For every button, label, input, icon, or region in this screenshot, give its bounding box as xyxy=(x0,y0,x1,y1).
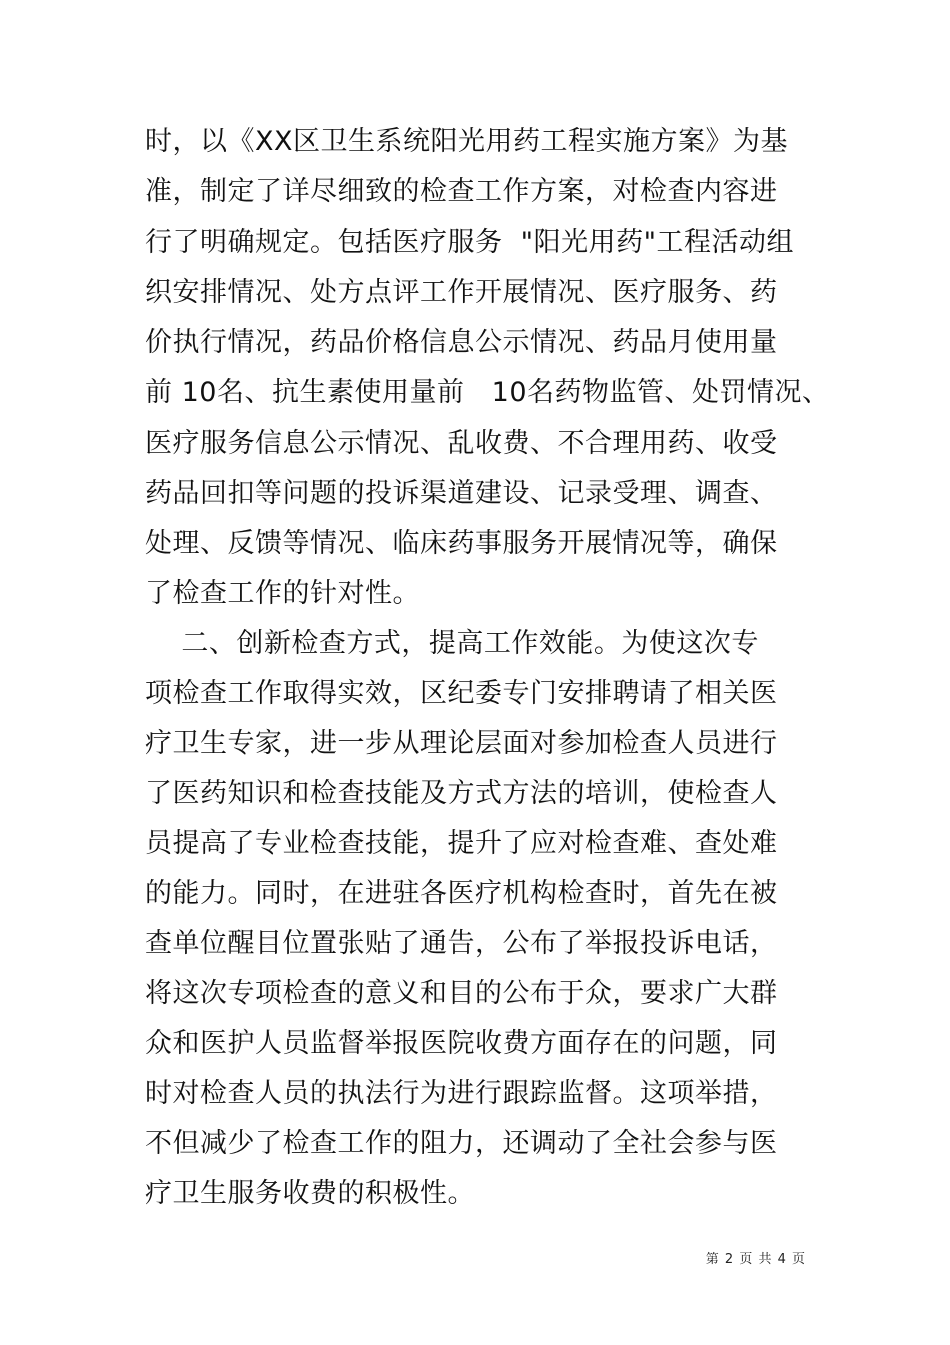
body-text-line: 价执行情况，药品价格信息公示情况、药品月使用量 xyxy=(145,327,778,358)
body-text-line: 疗卫生服务收费的积极性。 xyxy=(145,1178,475,1209)
body-text-line: 不但减少了检查工作的阻力，还调动了全社会参与医 xyxy=(145,1128,778,1159)
body-text-line: 行了明确规定。包括医疗服务 "阳光用药"工程活动组 xyxy=(145,227,795,258)
body-text-line: 的能力。同时，在进驻各医疗机构检查时，首先在被 xyxy=(145,878,778,909)
body-text-line: 处理、反馈等情况、临床药事服务开展情况等，确保 xyxy=(145,528,778,559)
body-text-line: 织安排情况、处方点评工作开展情况、医疗服务、药 xyxy=(145,277,778,308)
body-text-line: 将这次专项检查的意义和目的公布于众，要求广大群 xyxy=(145,978,778,1009)
body-text-line: 时，以《XX区卫生系统阳光用药工程实施方案》为基 xyxy=(145,126,788,157)
body-text-line: 准，制定了详尽细致的检查工作方案，对检查内容进 xyxy=(145,176,778,207)
paragraph-heading-line: 二、创新检查方式，提高工作效能。为使这次专 xyxy=(145,628,759,659)
body-text-line: 医疗服务信息公示情况、乱收费、不合理用药、收受 xyxy=(145,428,778,459)
body-text-line: 药品回扣等问题的投诉渠道建设、记录受理、调查、 xyxy=(145,478,778,509)
page-number-footer: 第 2 页 共 4 页 xyxy=(705,1252,806,1267)
body-text-line: 查单位醒目位置张贴了通告，公布了举报投诉电话， xyxy=(145,928,778,959)
body-text-line: 项检查工作取得实效，区纪委专门安排聘请了相关医 xyxy=(145,678,778,709)
body-text-line: 了医药知识和检查技能及方式方法的培训，使检查人 xyxy=(145,778,778,809)
body-text-line: 时对检查人员的执法行为进行跟踪监督。这项举措， xyxy=(145,1078,778,1109)
body-text-line: 众和医护人员监督举报医院收费方面存在的问题，同 xyxy=(145,1028,778,1059)
body-text-line: 了检查工作的针对性。 xyxy=(145,578,420,609)
body-text-line: 前 10名、抗生素使用量前 10名药物监管、处罚情况、 xyxy=(145,377,830,408)
body-text-line: 疗卫生专家，进一步从理论层面对参加检查人员进行 xyxy=(145,728,778,759)
body-text-line: 员提高了专业检查技能，提升了应对检查难、查处难 xyxy=(145,828,778,859)
